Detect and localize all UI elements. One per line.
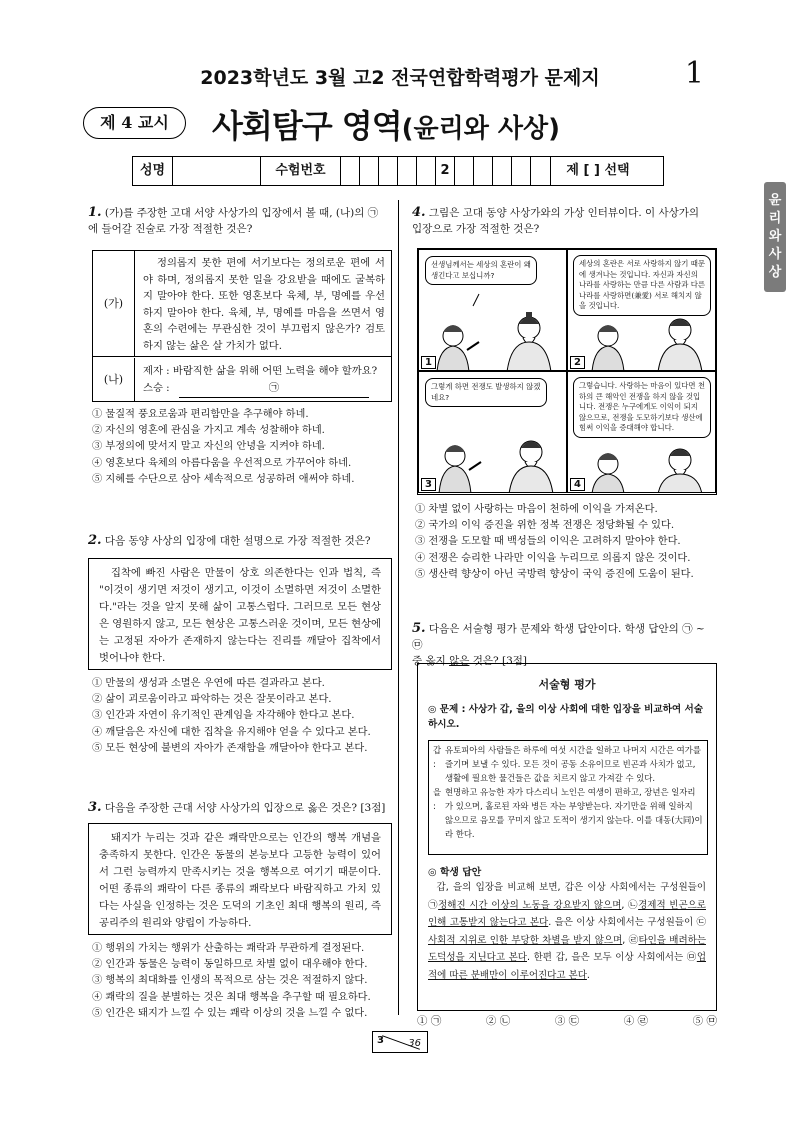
comic-panel-2 xyxy=(567,249,716,371)
exam-no-cell[interactable] xyxy=(360,157,379,185)
q1-teacher-label: 스승 : xyxy=(143,382,170,394)
q3-option[interactable]: ③ 행복의 최대화를 인생의 목적으로 삼는 것은 적절하지 않다. xyxy=(92,975,368,987)
q5-stem-line1: 다음은 서술형 평가 문제와 학생 답안이다. 학생 답안의 ㉠ ~ ㉤ xyxy=(412,623,705,651)
q4-option[interactable]: ④ 전쟁은 승리한 나라만 이익을 누리므로 의롭지 않은 것이다. xyxy=(415,552,691,564)
panel-2-bubble: 세상의 혼란은 서로 사랑하지 않기 때문에 생겨나는 것입니다. 자신과 자신의 나라를 사랑하는 만큼 다른 사람과 다른 나라를 사랑하면(兼愛) 서로 해치지 않을 것입니다. xyxy=(573,255,711,316)
q5-passage-box xyxy=(428,740,708,855)
q5-box-title: 서술형 평가 xyxy=(538,678,596,691)
student-info-table xyxy=(132,156,664,186)
answer-text: , ㉣ xyxy=(622,934,639,946)
exam-no-digit: 2 xyxy=(436,157,455,185)
q5-gap xyxy=(433,743,703,785)
q5-gap-label: 갑 : xyxy=(433,745,442,769)
panel-2-number: 2 xyxy=(570,356,585,369)
comic-panel-3 xyxy=(418,371,567,493)
q1-option[interactable]: ① 물질적 풍요로움과 편리함만을 추구해야 하네. xyxy=(92,409,309,420)
q2-stem xyxy=(88,533,393,549)
q4-option[interactable]: ③ 전쟁을 도모할 때 백성들의 이익은 고려하지 말아야 한다. xyxy=(415,536,681,548)
q1-ga-label: (가) xyxy=(93,251,135,357)
q4-stem xyxy=(412,205,718,237)
q2-stem-text: 다음 동양 사상의 입장에 대한 설명으로 가장 적절한 것은? xyxy=(101,535,371,547)
q5-eul-label: 을 : xyxy=(433,787,442,811)
q4-stem-line2: 입장으로 가장 적절한 것은? xyxy=(412,223,540,235)
q2-number: 2. xyxy=(88,533,102,548)
answer-text: . 한편 갑, 을은 모두 이상 사회에서는 ㉤ xyxy=(526,952,697,963)
q5-option[interactable]: ④ ㉣ xyxy=(623,1015,649,1027)
subject-main: 사회탐구 영역 xyxy=(212,107,402,145)
period-label: 제 4 교시 xyxy=(83,107,186,139)
answer-text: . 을은 이상 사회에서는 구성원들이 ㉢ xyxy=(548,917,706,928)
q1-options xyxy=(92,407,354,488)
subject-title xyxy=(212,101,560,147)
q3-option[interactable]: ① 행위의 가치는 행위가 산출하는 쾌락과 무관하게 결정된다. xyxy=(92,943,365,954)
q5-answer-heading: ◎ 학생 답안 xyxy=(428,867,482,878)
page-indicator xyxy=(372,1031,428,1053)
spacer-cell xyxy=(531,157,551,185)
answer-underlined-e: 업적에 따른 분배만이 이루어진다고 본다 xyxy=(428,952,706,981)
q5-gap-text: 유토피아의 사람들은 하루에 여섯 시간을 일하고 나머지 시간은 여가를 즐기며 보낼 수 있다. 모든 것이 공동 소유이므로 빈곤과 사치가 없고, 생활에 필요한 물건들은 값을 치르지 않고 가져갈 수 있다. xyxy=(445,745,701,783)
answer-text: 갑, 을의 입장을 비교해 보면, 갑은 이상 사회에서는 구성원들이 ㉠ xyxy=(428,882,707,911)
name-label: 성명 xyxy=(133,157,173,185)
panel-3-bubble: 그렇게 하면 전쟁도 발생하지 않겠네요? xyxy=(425,378,547,407)
answer-underlined-a: 정해진 시간 이상의 노동을 강요받지 않으며 xyxy=(438,899,622,911)
interview-comic xyxy=(417,248,717,495)
column-divider xyxy=(398,200,399,1015)
answer-underlined-b: 경제적 빈곤으로 인해 고통받지 않는다고 본다 xyxy=(428,899,706,928)
q5-problem: ◎ 문제 : 사상가 갑, 을의 이상 사회에 대한 입장을 비교하여 서술하시오. xyxy=(428,704,704,730)
q3-stem-text: 다음을 주장한 근대 서양 사상가의 입장으로 옳은 것은? [3점] xyxy=(101,802,386,814)
q1-stem-line1: (가)를 주장한 고대 서양 사상가의 입장에서 볼 때, (나)의 ㉠ xyxy=(101,207,379,219)
panel-3-number: 3 xyxy=(421,478,436,491)
q2-option[interactable]: ③ 인간과 자연이 유기적인 관계임을 자각해야 한다고 본다. xyxy=(92,710,355,722)
q1-number: 1. xyxy=(88,205,102,220)
side-tab-char: 와 xyxy=(768,229,782,244)
subject-side-tab xyxy=(764,182,786,292)
side-tab-char: 상 xyxy=(768,265,782,280)
q1-ga-text: 정의롭지 못한 편에 서기보다는 정의로운 편에 서야 하며, 정의롭지 못한 일을 강요받을 때에도 굴복하지 말아야 한다. 또한 영혼보다 육체, 부, 명예를 우선하지 말아야 한다. 육체, 부, 명예를 마음을 쓰면서 영혼의 수련에는 무관심한 것이 부끄럽지 않은가? 검토하지 않는 삶은 살 가치가 없다. xyxy=(143,257,385,352)
interview-illustration xyxy=(419,250,567,371)
panel-4-number: 4 xyxy=(570,478,585,491)
exam-no-cell[interactable] xyxy=(512,157,531,185)
q5-stem-emphasis: 않은 xyxy=(449,655,470,667)
q5-number: 5. xyxy=(412,621,426,636)
choice-label: 제 [ ] 선택 xyxy=(566,163,630,178)
q5-essay-box xyxy=(417,663,717,1011)
q2-passage-box: 집착에 빠진 사람은 만물이 상호 의존한다는 인과 법칙, 즉 "이것이 생기면 저것이 생기고, 이것이 소멸하면 저것이 소멸한다."라는 것을 알지 못해 삶이 고통스럽다. 그러므로 모든 현상은 영원하지 않고, 모든 현상은 고통스러운 것이며, 모든 현상에는 고정된 자아가 존재하지 않는다는 진리를 깨달아 집착에서 벗어나야 한다. xyxy=(88,558,392,670)
answer-text: . xyxy=(586,969,590,981)
q1-option[interactable]: ⑤ 지혜를 수단으로 삼아 세속적으로 성공하려 애써야 하네. xyxy=(92,473,355,485)
q3-number: 3. xyxy=(88,800,102,815)
q4-option[interactable]: ① 차별 없이 사랑하는 마음이 천하에 이익을 가져온다. xyxy=(415,504,658,515)
comic-panel-1 xyxy=(418,249,567,371)
q2-option[interactable]: ② 삶이 괴로움이라고 파악하는 것은 잘못이라고 본다. xyxy=(92,694,332,706)
q4-option[interactable]: ② 국가의 이익 증진을 위한 정복 전쟁은 정당화될 수 있다. xyxy=(415,520,675,532)
q1-stem-line2: 에 들어갈 진술로 가장 적절한 것은? xyxy=(88,223,253,235)
comic-panel-4 xyxy=(567,371,716,493)
q5-eul xyxy=(433,785,703,841)
q5-option[interactable]: ③ ㉢ xyxy=(554,1015,580,1027)
page-number: 1 xyxy=(684,56,704,91)
side-tab-char: 리 xyxy=(768,211,782,226)
q3-option[interactable]: ② 인간과 동물은 능력이 동일하므로 차별 없이 대우해야 한다. xyxy=(92,959,368,971)
q5-option[interactable]: ⑤ ㉤ xyxy=(692,1015,717,1027)
exam-no-label: 수험번호 xyxy=(261,157,341,185)
q5-option[interactable]: ② ㉡ xyxy=(485,1015,511,1027)
q2-option[interactable]: ④ 깨달음은 자신에 대한 집착을 유지해야 얻을 수 있다고 본다. xyxy=(92,726,371,738)
answer-text: , ㉡ xyxy=(621,899,639,911)
current-page: 3 xyxy=(377,1035,384,1046)
q1-na-line1: 제자 : 바람직한 삶을 위해 어떤 노력을 해야 할까요? xyxy=(143,365,378,377)
exam-no-cell[interactable] xyxy=(493,157,512,185)
side-tab-char: 윤 xyxy=(768,193,782,208)
q5-option[interactable]: ① ㉠ xyxy=(417,1015,442,1027)
q1-blank: ㉠ xyxy=(179,380,369,398)
q5-stem-line2-end: 것은? [3점] xyxy=(469,655,528,667)
panel-1-number: 1 xyxy=(421,356,436,369)
q2-options xyxy=(92,676,371,757)
q3-option[interactable]: ⑤ 인간은 돼지가 느낄 수 있는 쾌락 이상의 것을 느낄 수 없다. xyxy=(92,1007,368,1019)
subject-sub: (윤리와 사상) xyxy=(401,114,561,144)
q4-option[interactable]: ⑤ 생산력 향상이 아닌 국방력 향상이 국익 증진에 도움이 된다. xyxy=(415,568,694,580)
panel-4-bubble: 그렇습니다. 사랑하는 마음이 있다면 천하의 큰 해악인 전쟁을 하지 않을 것입니다. 전쟁은 누구에게도 이익이 되지 않으므로, 전쟁을 도모하기보다 생산에 힘써 이익을 증대해야 합니다. xyxy=(573,377,711,438)
q3-option[interactable]: ④ 쾌락의 질을 분별하는 것은 최대 행복을 추구할 때 필요하다. xyxy=(92,991,371,1003)
q5-student-answer xyxy=(428,879,706,984)
answer-underlined-d: 타인을 배려하는 도덕성을 지닌다고 본다 xyxy=(428,934,706,963)
exam-no-cell[interactable] xyxy=(341,157,360,185)
q5-stem-line2: 중 옳지 xyxy=(412,655,450,667)
exam-no-cell[interactable] xyxy=(474,157,493,185)
exam-no-cell[interactable] xyxy=(398,157,417,185)
exam-no-cell[interactable] xyxy=(379,157,398,185)
q1-stem xyxy=(88,205,390,237)
exam-title: 2023학년도 3월 고2 전국연합학력평가 문제지 xyxy=(200,67,600,89)
exam-no-cell[interactable] xyxy=(455,157,474,185)
exam-no-cell[interactable] xyxy=(417,157,436,185)
q1-option[interactable]: ② 자신의 영혼에 관심을 가지고 계속 성찰해야 하네. xyxy=(92,425,325,437)
answer-underlined-c: 사회적 지위로 인한 부당한 차별을 받지 않으며 xyxy=(428,934,623,946)
q1-option[interactable]: ③ 부정의에 맞서지 말고 자신의 안녕을 지켜야 하네. xyxy=(92,441,325,453)
q1-na-line2 xyxy=(143,380,385,398)
q1-na-label: (나) xyxy=(93,358,135,402)
q5-options xyxy=(417,1013,717,1028)
q5-stem xyxy=(412,621,718,669)
q1-passage-table xyxy=(92,250,392,402)
total-pages: 36 xyxy=(408,1038,421,1049)
q5-eul-text: 현명하고 유능한 자가 다스리니 노인은 여생이 편하고, 장년은 일자리가 있으며, 홀로된 자와 병든 자는 부양받는다. 자기만을 위해 일하지 않으므로 음모를 꾸미지 않고 도적이 생기지 않는다. 이를 대동(大同)이라 한다. xyxy=(445,787,703,839)
q3-passage-box: 돼지가 누리는 것과 같은 쾌락만으로는 인간의 행복 개념을 충족하지 못한다. 인간은 동물의 본능보다 고등한 능력이 있어서 그런 능력까지 만족시키는 것을 행복으로 여기기 때문이다. 어떤 종류의 쾌락이 다른 종류의 쾌락보다 바람직하고 가치 있다는 사실을 인정하는 것은 도덕의 기초인 최대 행복의 원리, 즉 공리주의 원리와 양립이 가능하다. xyxy=(88,823,392,935)
name-field[interactable] xyxy=(173,157,261,185)
q4-options xyxy=(415,502,694,583)
q2-option[interactable]: ① 만물의 생성과 소멸은 우연에 따른 결과라고 본다. xyxy=(92,678,325,689)
side-tab-char: 사 xyxy=(768,247,782,262)
q2-option[interactable]: ⑤ 모든 현상에 불변의 자아가 존재함을 깨달아야 한다고 본다. xyxy=(92,742,368,754)
q3-stem xyxy=(88,800,393,816)
q4-number: 4. xyxy=(412,205,426,220)
q3-options xyxy=(92,941,371,1022)
q1-option[interactable]: ④ 영혼보다 육체의 아름다움을 우선적으로 가꾸어야 하네. xyxy=(92,457,352,469)
q4-stem-line1: 그림은 고대 동양 사상가와의 가상 인터뷰이다. 이 사상가의 xyxy=(425,207,700,219)
panel-1-bubble: 선생님께서는 세상의 혼란이 왜 생긴다고 보십니까? xyxy=(425,256,537,285)
